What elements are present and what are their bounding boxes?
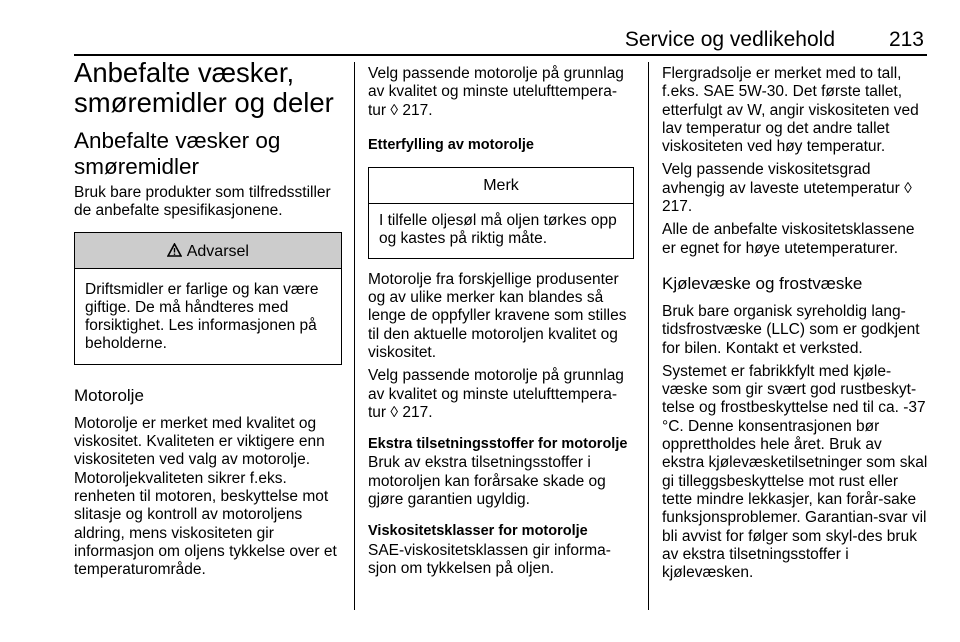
kjolevaeske-paragraph-1: Bruk bare organisk syreholdig lang-tidsfrostvæske (LLC) som er godkjent for bilen. Kontakt et verksted. [662,302,920,357]
note-text: I tilfelle oljesøl må oljen tørkes opp og kastes på riktig måte. [379,212,617,248]
viskositetsklasser-paragraph: Alle de anbefalte viskositetsklassene er egnet for høye utetemperaturer. [662,221,915,257]
note-box [368,167,634,259]
viskositet-paragraph: SAE-viskositetsklassen gir informa-sjon om tykkelsen på oljen. [368,541,611,577]
warning-text: Driftsmidler er farlige og kan være giftige. De må håndteres med forsiktighet. Les informasjonen på beholderne. [85,280,319,353]
page-header [74,26,927,56]
oil-choice-paragraph-2: Velg passende motorolje på grunnlag av kvalitet og minste utelufttempera-tur ◊ 217. [368,367,624,421]
warning-box [74,232,342,365]
kjolevaeske-paragraph-2: Systemet er fabrikkfylt med kjøle-væske som gir svært god rustbeskyt-telse og frostbeskyttelse ned til ca. -37 °C. Denne konsentrasjonen bør opprettholdes hele året. Bruk av ekstra kjølevæsketilsetninger som skal gi tilleggsbeskyttelse mot rust eller tette mindre lekkasjer, kan forår-sake funksjonsproblemer. Garantian-svar vil bli avvist for følger som skyl-des bruk av ekstra tilsetningsstoffer i kjølevæsken. [662,362,928,582]
main-heading: Anbefalte væsker, smøremidler og deler [74,57,334,118]
ekstra-paragraph: Bruk av ekstra tilsetningsstoffer i motoroljen kan forårsake skade og gjøre garantien ugyldig. [368,454,606,509]
flergrad-paragraph: Flergradsolje er merket med to tall, f.eks. SAE 5W-30. Det første tallet, etterfulgt av W, angir viskositeten ved lav temperatur og det andre tallet viskositeten ved høy temperatur. [662,65,919,156]
warning-triangle-icon [167,241,187,260]
motorolje-heading: Motorolje [74,385,144,405]
column-divider [648,62,649,610]
etterfylling-heading: Etterfylling av motorolje [368,136,534,153]
column-3 [662,58,928,582]
warning-title: Advarsel [186,242,249,260]
column-divider [354,62,355,610]
viskositet-heading: Viskositetsklasser for motorolje [368,523,588,540]
ekstra-heading: Ekstra tilsetningsstoffer for motorolje [368,436,628,453]
intro-paragraph: Bruk bare produkter som tilfredsstiller de anbefalte spesifikasjonene. [74,184,331,220]
oil-choice-paragraph: Velg passende motorolje på grunnlag av kvalitet og minste utelufttempera-tur ◊ 217. [368,65,624,119]
sub-heading: Anbefalte væsker og smøremidler [74,128,281,179]
note-box-header: Merk [369,168,633,204]
viskositetsgrad-paragraph: Velg passende viskositetsgrad avhengig av laveste utetemperatur ◊ 217. [662,161,912,216]
warning-box-header [75,233,341,269]
mixing-paragraph: Motorolje fra forskjellige produsenter og av ulike merker kan blandes så lenge de oppfyller kravene som stilles til den aktuelle motoroljen kvalitet og viskositet. [368,270,627,361]
kjolevaeske-heading: Kjølevæske og frostvæske [662,273,863,293]
section-title: Service og vedlikehold [624,28,835,51]
column-2 [368,58,634,578]
motorolje-paragraph: Motorolje er merket med kvalitet og viskositet. Kvaliteten er viktigere enn viskositeten ved valg av motorolje. Motoroljekvaliteten sikrer f.eks. renheten til motoren, beskyttelse mot slitasje og kontroll av motoroljens aldring, mens viskositeten gir informasjon om oljens tykkelse over et temperaturområde. [74,414,337,579]
page-number: 213 [888,28,924,51]
column-1 [74,58,342,579]
